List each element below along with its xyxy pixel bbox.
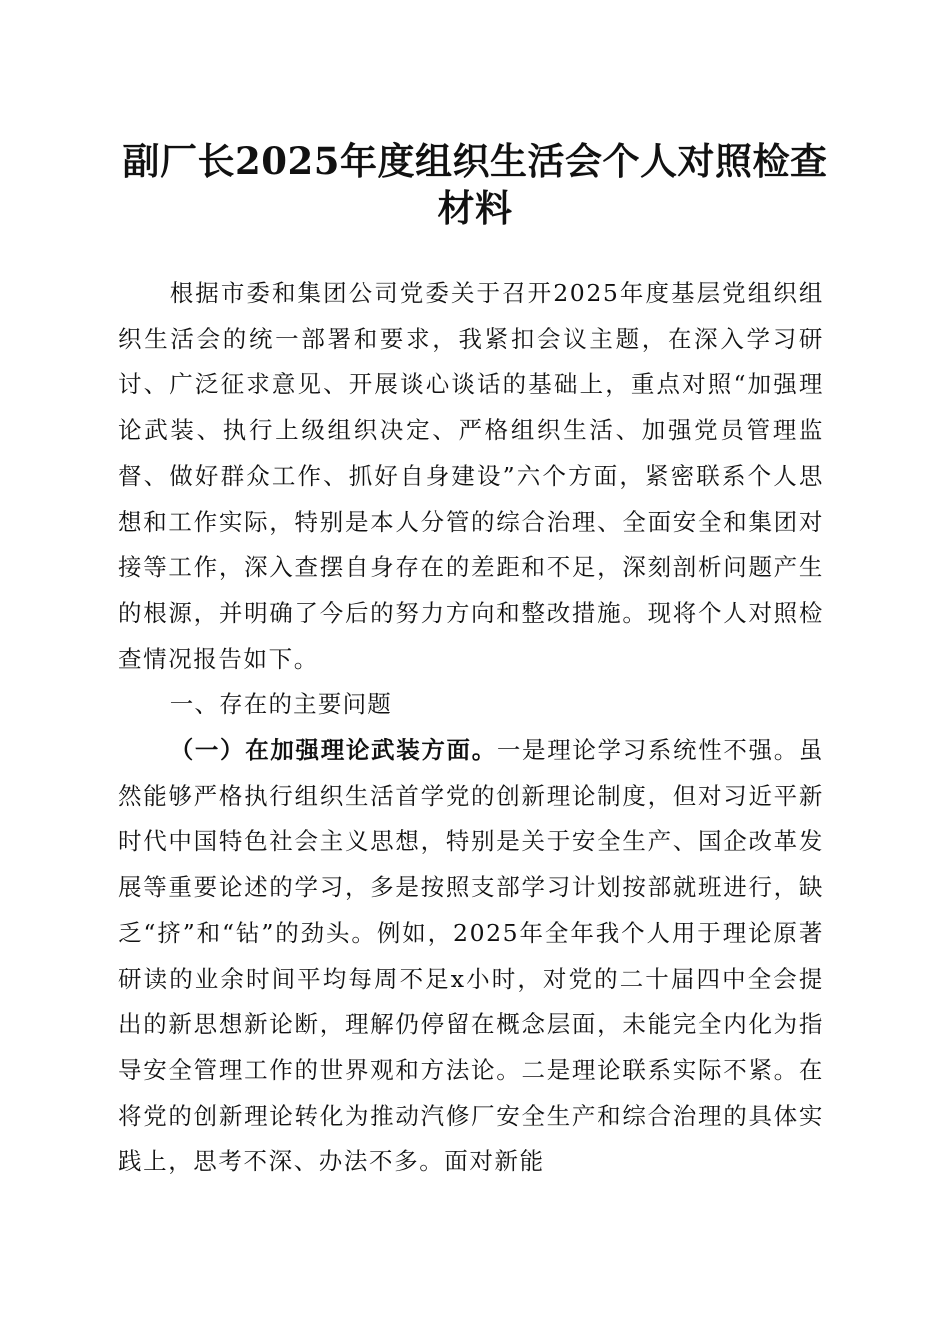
theory-paragraph (118, 728, 824, 1185)
theory-paragraph-text: 一是理论学习系统性不强。虽然能够严格执行组织生活首学党的创新理论制度，但对习近平新时代中国特色社会主义思想，特别是关于安全生产、国企改革发展等重要论述的学习，多是按照支部学习计划按部就班进行，缺乏“挤”和“钻”的劲头。例如，2025年全年我个人用于理论原著研读的业余时间平均每周不足x小时，对党的二十届四中全会提出的新思想新论断，理解仍停留在概念层面，未能完全内化为指导安全管理工作的世界观和方法论。二是理论联系实际不紧。在将党的创新理论转化为推动汽修厂安全生产和综合治理的具体实践上，思考不深、办法不多。面对新能 (118, 736, 824, 1176)
sub-heading-theory: （一）在加强理论武装方面。 (169, 736, 497, 765)
document-body (118, 271, 824, 1185)
document-title: 副厂长2025年度组织生活会个人对照检查材料 (122, 139, 828, 230)
intro-paragraph: 根据市委和集团公司党委关于召开2025年度基层党组织组织生活会的统一部署和要求，我紧扣会议主题，在深入学习研讨、广泛征求意见、开展谈心谈话的基础上，重点对照“加强理论武装、执行上级组织决定、严格组织生活、加强党员管理监督、做好群众工作、抓好自身建设”六个方面，紧密联系个人思想和工作实际，特别是本人分管的综合治理、全面安全和集团对接等工作，深入查摆自身存在的差距和不足，深刻剖析问题产生的根源，并明确了今后的努力方向和整改措施。现将个人对照检查情况报告如下。 (118, 279, 824, 673)
section-heading-problems: 一、存在的主要问题 (169, 690, 392, 719)
